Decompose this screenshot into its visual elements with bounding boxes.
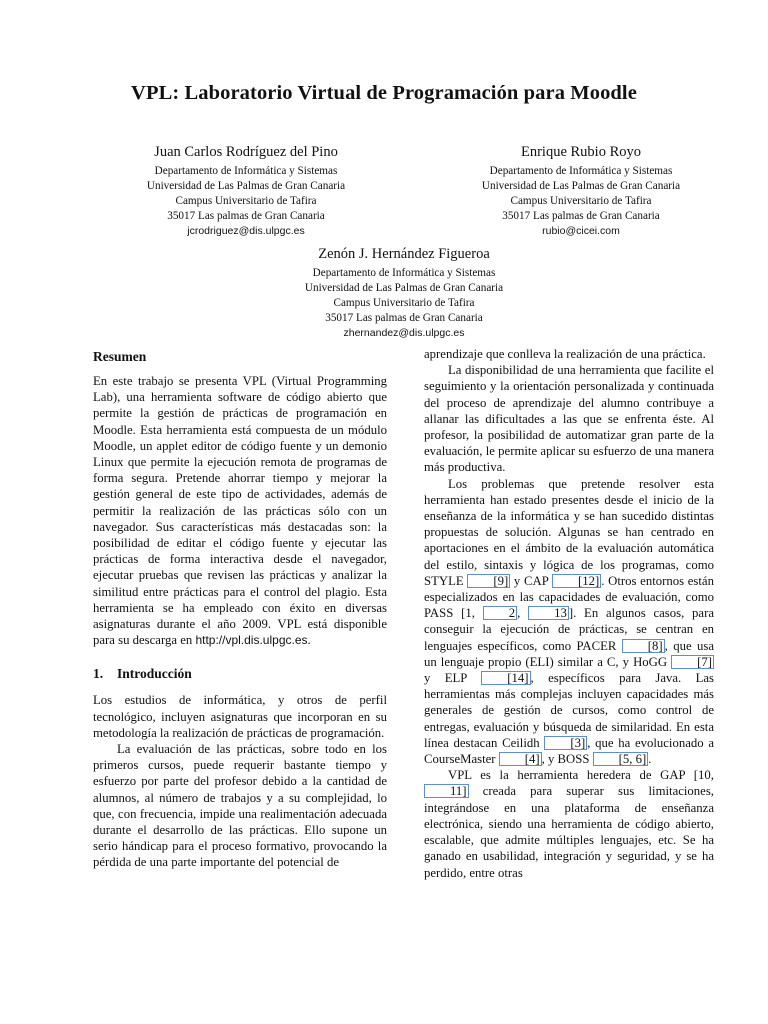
right-column xyxy=(424,346,714,881)
citation-link[interactable]: [5, 6] xyxy=(593,752,649,766)
section-heading: 1. Introducción xyxy=(93,666,192,682)
author-campus: Campus Universitario de Tafira xyxy=(510,195,652,207)
author-university: Universidad de Las Palmas de Gran Canaria xyxy=(304,282,504,294)
citation-link[interactable]: 11] xyxy=(424,784,469,798)
citation-link[interactable]: 13 xyxy=(528,606,569,620)
author-city: 35017 Las palmas de Gran Canaria xyxy=(325,312,483,324)
author-university: Universidad de Las Palmas de Gran Canaria xyxy=(481,180,681,192)
author-department: Departamento de Informática y Sistemas xyxy=(489,165,673,177)
author-city: 35017 Las palmas de Gran Canaria xyxy=(167,210,325,222)
paragraph: La evaluación de las prácticas, sobre todo en los primeros cursos, puede requerir bastante tiempo y esfuerzo por parte del profesor debido a la cantidad de alumnos, al número de trabajos y a su complejidad, lo que, con frecuencia, impide una realimentación adecuada durante el desarrollo de las prácticas. Ello supone un serio hándicap para el proceso formativo, provocando la pérdida de una parte importante del potencial de xyxy=(93,742,387,870)
citation-link[interactable]: [4] xyxy=(499,752,542,766)
left-column xyxy=(93,346,387,871)
author-department: Departamento de Informática y Sistemas xyxy=(312,267,496,279)
author-campus: Campus Universitario de Tafira xyxy=(175,195,317,207)
author-block-2 xyxy=(426,143,736,239)
author-city: 35017 Las palmas de Gran Canaria xyxy=(502,210,660,222)
citation-link[interactable]: [3] xyxy=(544,736,587,750)
abstract-heading: Resumen xyxy=(93,349,147,364)
citation-link[interactable]: [8] xyxy=(622,639,665,653)
author-name: Juan Carlos Rodríguez del Pino xyxy=(154,144,338,160)
author-campus: Campus Universitario de Tafira xyxy=(333,297,475,309)
citation-link[interactable]: 2 xyxy=(483,606,517,620)
download-link[interactable]: http://vpl.dis.ulpgc.es xyxy=(195,633,308,648)
author-block-3 xyxy=(254,245,554,341)
author-department: Departamento de Informática y Sistemas xyxy=(154,165,338,177)
author-block-1 xyxy=(106,143,386,239)
citation-link[interactable]: [12] xyxy=(552,574,601,588)
paragraph: Los estudios de informática, y otros de perfil tecnológico, incluyen asignaturas que incorporan en su metodología la realización de prácticas de programación. xyxy=(93,693,387,740)
citation-link[interactable]: [7] xyxy=(671,655,714,669)
author-email: zhernandez@dis.ulpgc.es xyxy=(343,327,465,339)
author-name: Zenón J. Hernández Figueroa xyxy=(318,246,490,262)
paragraph: Los problemas que pretende resolver esta herramienta han estado presentes desde el inicio de la enseñanza de la informática y se han sucedido distintas propuestas de solución. Algunas se han centrado en aportaciones en el ámbito de la evaluación automática del estilo, sintaxis y lógica de los programas, como STYLE [9] y CAP [12] . Otros entornos están especializados en las capacidades de evaluación, como PASS [1, 2 , 13 ]. En algunos casos, para conseguir la ejecución de prácticas, se centran en lenguajes específicos, como PACER [8] , que usa un lenguaje propio (ELI) similar a C, y HoGG [7] y ELP [14] , específicos para Java. Las herramientas más complejas incluyen capacidades más generales de gestión de cursos, como control de entregas, evaluación y búsqueda de similaridad. En esta línea destacan Ceilidh [3] , que ha evolucionado a CourseMaster [4] , y BOSS [5, 6] . xyxy=(424,476,715,767)
author-email: jcrodriguez@dis.ulpgc.es xyxy=(187,225,305,237)
paragraph: VPL es la herramienta heredera de GAP [10, 11] creada para superar sus limitaciones, integrándose en una plataforma de enseñanza electrónica, siendo una herramienta de código abierto, escalable, que admite múltiples lenguajes, etc. Se ha ganado en usabilidad, integración y seguridad, y se ha perdido, entre otras xyxy=(424,768,714,880)
citation-link[interactable]: [9] xyxy=(467,574,510,588)
paragraph: aprendizaje que conlleva la realización de una práctica. xyxy=(424,347,706,361)
citation-link[interactable]: [14] xyxy=(481,671,530,685)
abstract-text: En este trabajo se presenta VPL (Virtual Programming Lab), una herramienta software de código abierto que permite la gestión de prácticas de programación en Moodle. Esta herramienta está compuesta de un módulo Moodle, un applet editor de código fuente y un demonio Linux que permite la ejecución remota de programas de forma segura. Pretende ahorrar tiempo y mejorar la gestión general de este tipo de actividades, además de permitir la realización de las prácticas sólo con un navegador. Sus características más destacadas son: la posibilidad de editar el código fuente y ejecutar las prácticas de forma interactiva desde el navegador, ejecutar pruebas que revisen las prácticas y analizar la similitud entre prácticas para el control del plagio. Esta herramienta se ha empleado con éxito en diversas asignaturas durante el año 2009. VPL está disponible para su descarga en http://vpl.dis.ulpgc.es. xyxy=(93,374,387,648)
author-university: Universidad de Las Palmas de Gran Canaria xyxy=(146,180,346,192)
paragraph: La disponibilidad de una herramienta que facilite el seguimiento y la orientación personalizada y continuada del proceso de aprendizaje del alumno contribuye a allanar las dificultades a las que se enfrenta éste. Al profesor, la posibilidad de automatizar gran parte de la evaluación, le permite aplicar su esfuerzo de una manera más productiva. xyxy=(424,363,714,475)
paper-title: VPL: Laboratorio Virtual de Programación para Moodle xyxy=(131,82,637,104)
author-email: rubio@cicei.com xyxy=(542,225,620,237)
author-name: Enrique Rubio Royo xyxy=(520,144,642,160)
